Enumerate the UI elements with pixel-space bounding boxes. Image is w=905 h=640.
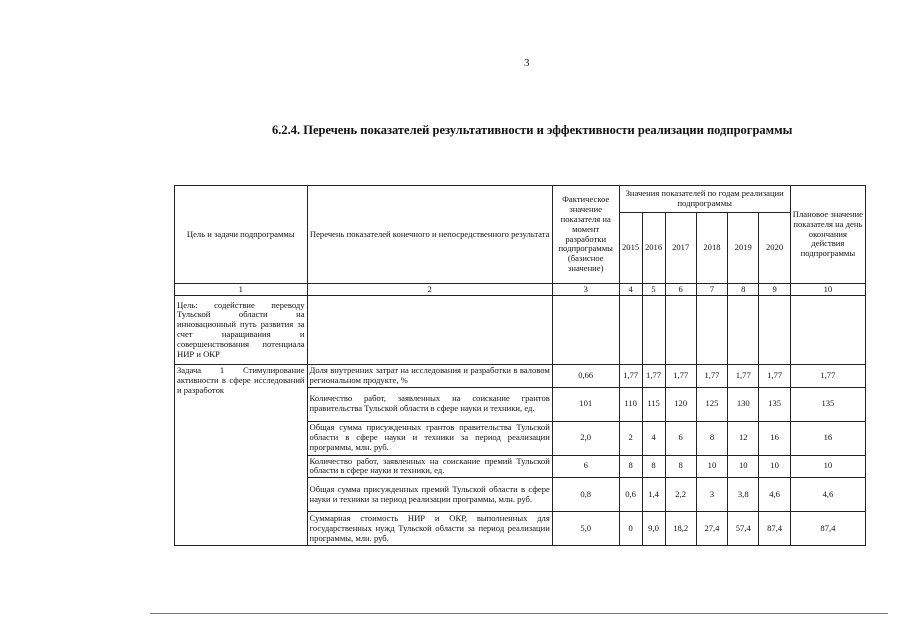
column-number: 7: [696, 284, 727, 296]
year-value-cell: 130: [728, 387, 759, 421]
year-value-cell: 8: [619, 455, 642, 478]
year-value-cell: 8: [696, 421, 727, 455]
base-value-cell: 0,8: [552, 478, 619, 512]
header-goal: Цель и задачи подпрограммы: [175, 186, 308, 284]
indicator-cell: Общая сумма присужденных грантов правительства Тульской области в сфере науки и техники за период реализации программы, млн. руб.: [307, 421, 552, 455]
header-indicators: Перечень показателей конечного и непосредственного результата: [307, 186, 552, 284]
year-value-cell: 8: [665, 455, 696, 478]
goal-row: [175, 296, 866, 365]
indicators-table: [174, 185, 866, 546]
header-year: 2018: [696, 213, 727, 284]
column-number: 1: [175, 284, 308, 296]
year-value-cell: 18,2: [665, 512, 696, 546]
year-value-cell: 135: [759, 387, 790, 421]
year-value-cell: 1,77: [728, 365, 759, 388]
year-value-cell: 2,2: [665, 478, 696, 512]
column-number: 3: [552, 284, 619, 296]
year-value-cell: 4,6: [759, 478, 790, 512]
header-year: 2015: [619, 213, 642, 284]
year-value-cell: 0: [619, 512, 642, 546]
year-value-cell: 125: [696, 387, 727, 421]
year-value-cell: 1,77: [642, 365, 665, 388]
header-years-group: Значения показателей по годам реализации подпрограммы: [619, 186, 790, 213]
header-planned-value: Плановое значение показателя на день окончания действия подпрограммы: [790, 186, 865, 284]
header-year: 2016: [642, 213, 665, 284]
indicator-cell: Количество работ, заявленных на соискание премий Тульской области в сфере науки и техники, ед.: [307, 455, 552, 478]
year-value-cell: 87,4: [759, 512, 790, 546]
column-number: 5: [642, 284, 665, 296]
year-value-cell: 10: [728, 455, 759, 478]
indicator-cell: Суммарная стоимость НИР и ОКР, выполненных для государственных нужд Тульской области за период реализации программы, млн. руб.: [307, 512, 552, 546]
planned-value-cell: 4,6: [790, 478, 865, 512]
year-value-cell: 120: [665, 387, 696, 421]
column-number: 10: [790, 284, 865, 296]
year-value-cell: 16: [759, 421, 790, 455]
planned-value-cell: 87,4: [790, 512, 865, 546]
base-value-cell: 0,66: [552, 365, 619, 388]
year-value-cell: 3: [696, 478, 727, 512]
indicator-cell: Количество работ, заявленных на соискание грантов правительства Тульской области в сфере науки и техники, ед.: [307, 387, 552, 421]
column-number: 9: [759, 284, 790, 296]
year-value-cell: 6: [665, 421, 696, 455]
year-value-cell: 1,77: [696, 365, 727, 388]
goal-cell: Цель: содействие переводу Тульской области на инновационный путь развития за счет наращивания и совершенствования потенциала НИР и ОКР: [175, 296, 308, 365]
header-year: 2020: [759, 213, 790, 284]
indicator-cell: Доля внутренних затрат на исследования и разработки в валовом региональном продукте, %: [307, 365, 552, 388]
year-value-cell: 10: [696, 455, 727, 478]
section-title: 6.2.4. Перечень показателей результативности и эффективности реализации подпрограммы: [272, 123, 793, 137]
year-value-cell: 9,0: [642, 512, 665, 546]
page-number: 3: [524, 57, 530, 69]
year-value-cell: 8: [642, 455, 665, 478]
header-actual-value: Фактическое значение показателя на момент разработки подпрограммы (базисное значение): [552, 186, 619, 284]
planned-value-cell: 135: [790, 387, 865, 421]
planned-value-cell: 10: [790, 455, 865, 478]
column-number: 6: [665, 284, 696, 296]
year-value-cell: 115: [642, 387, 665, 421]
year-value-cell: 2: [619, 421, 642, 455]
year-value-cell: 10: [759, 455, 790, 478]
year-value-cell: 12: [728, 421, 759, 455]
indicator-cell: Общая сумма присужденных премий Тульской области в сфере науки и техники за период реализации программы, млн. руб.: [307, 478, 552, 512]
year-value-cell: 0,6: [619, 478, 642, 512]
year-value-cell: 1,4: [642, 478, 665, 512]
bottom-divider: [150, 613, 888, 614]
planned-value-cell: 1,77: [790, 365, 865, 388]
header-year: 2019: [728, 213, 759, 284]
base-value-cell: 5,0: [552, 512, 619, 546]
year-value-cell: 3,8: [728, 478, 759, 512]
column-number: 8: [728, 284, 759, 296]
table-row: [175, 365, 866, 388]
year-value-cell: 57,4: [728, 512, 759, 546]
year-value-cell: 4: [642, 421, 665, 455]
base-value-cell: 6: [552, 455, 619, 478]
task-cell: Задача 1 Стимулирование активности в сфере исследований и разработок: [175, 365, 308, 546]
base-value-cell: 2,0: [552, 421, 619, 455]
column-number: 2: [307, 284, 552, 296]
year-value-cell: 27,4: [696, 512, 727, 546]
planned-value-cell: 16: [790, 421, 865, 455]
year-value-cell: 1,77: [665, 365, 696, 388]
year-value-cell: 1,77: [759, 365, 790, 388]
base-value-cell: 101: [552, 387, 619, 421]
column-number: 4: [619, 284, 642, 296]
column-number-row: [175, 284, 866, 296]
year-value-cell: 1,77: [619, 365, 642, 388]
year-value-cell: 110: [619, 387, 642, 421]
header-year: 2017: [665, 213, 696, 284]
